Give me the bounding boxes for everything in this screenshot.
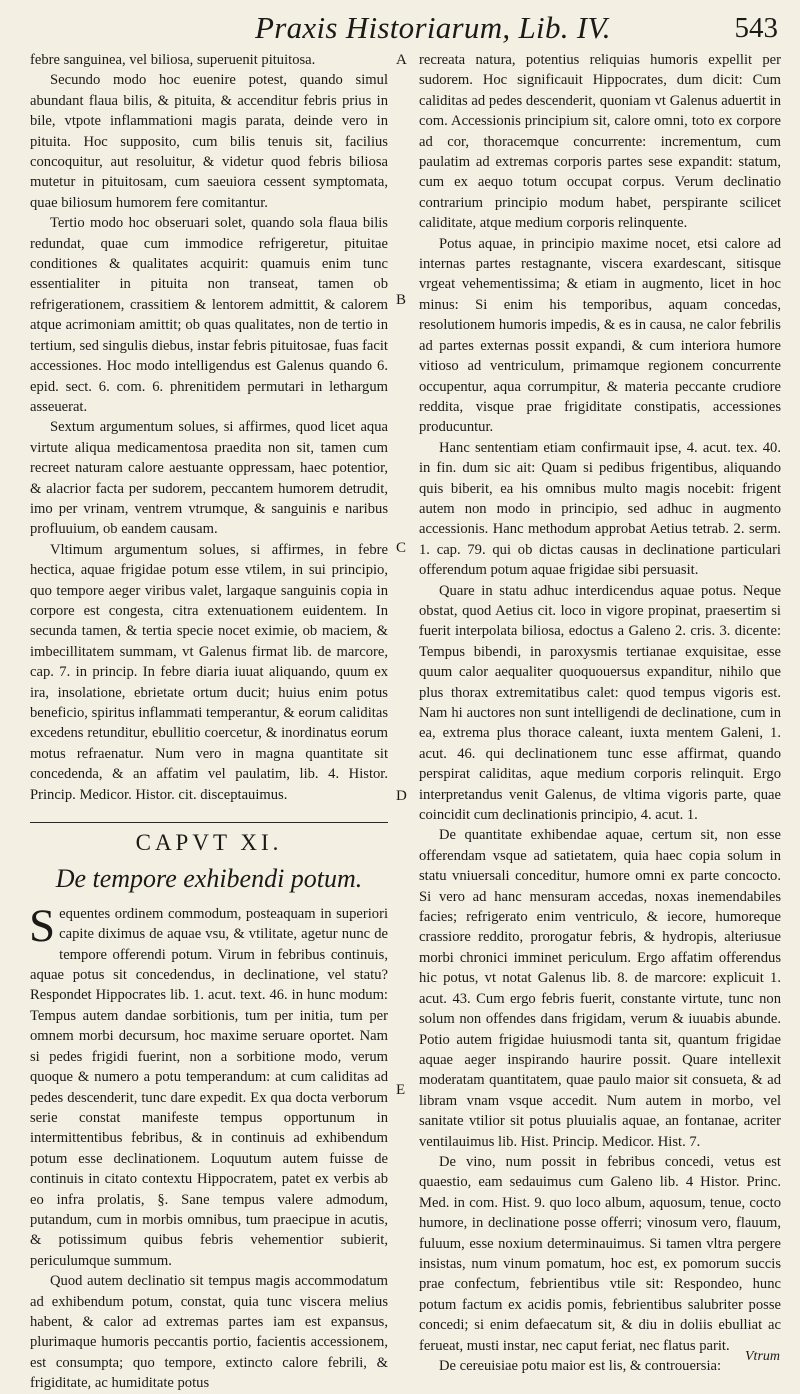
margin-letter-c: C xyxy=(396,540,407,556)
paragraph: Quod autem declinatio sit tempus magis accommodatum ad exhibendum potum, constat, quia tunc viscera melius habent, & calor ad extremas partes iam est expansus, plurimaque humoris peccantis portio, facientis accessionem, est consumpta; quo tempore, extincto calore febrili, & frigiditate, ac humiditate potus xyxy=(30,1273,388,1392)
paragraph: De cereuisiae potu maior est lis, & controuersia: xyxy=(439,1358,722,1374)
paragraph xyxy=(29,899,388,1271)
paragraph: De quantitate exhibendae aquae, certum sit, non esse offerendam vsque ad satietatem, quia haec copia solum in statu vniuersali conceditur, humore omni ex parte concocto. Si vero ad hanc mensuram accedas, noxas inemendabiles facies; refrigerato enim ventriculo, & iecore, humoreque crassiore reddito, prorogatur febris, & hydropis, alteriusue morbi chronici imminet periculum. Ergo affatim offerendus hic potus, vt notat Galenus lib. 8. de marcore: explicuit 1. acut. 43. Cum ergo febris fuerit, constante virtute, tunc non solum non offendes dans frigidam, verum & iuuabis abunde. Potio autem frigidae huiusmodi tanta sit, quantum frigidae aquae aeger inspirando haurire possit. Quare intellexit moderatam quantitatem, quae paulo maior sit consueta, & ad libram vnam vsque accedit. Num autem in morbo, vel sanitate vtilior sit potus pluuialis aquae, an fontanae, acriter ventilauimus lib. Hist. Princip. Medicor. Hist. 7. xyxy=(419,827,781,1150)
catchword: Vtrum xyxy=(745,1349,780,1364)
left-column xyxy=(30,50,388,1394)
paragraph: Tertio modo hoc obseruari solet, quando sola flaua bilis redundat, quae cum immodice refrigeretur, pituitae conditiones & qualitates acquirit: quamuis enim tunc essentialiter in pituita non transeat, tamen ob refrigerationem, crassitiem & lentorem admittit, & calorem atque acrimoniam amittit; ob quas qualitates, non de tertio in tertium, sed singulis diebus, instar febris pituitosae, fuas facit accessiones. Hoc modo intelligendus est Galenus quando 6. epid. sect. 6. com. 6. phrenitidem permutari in lethargum asseuerat. xyxy=(30,215,388,415)
right-column xyxy=(419,50,781,1376)
paragraph: Quare in statu adhuc interdicendus aquae potus. Neque obstat, quod Aetius cit. loco in vigore propinat, praesertim si fuerit interpolata biliosa, edoctus a Galeno 2. cris. 3. dicente: Tempus bibendi, in paroxysmis tertianae exquisitae, esse quum calor aequaliter quoquouersus expanditur, nihilo que plus thorax extremitatibus calet: quod tempus vigoris est. Nam hi auctores non sunt intelligendi de declinatione, cum in ea, extrema plus thorace caleant, iuxta mentem Galeni, 1. acut. 46. qui declinationem tunc esse affirmat, quando perspirat caliditas, aque medium corporis relinquit. Ergo interpretandus venit Galenus, de vltima vigoris parte, quae coincidit cum declinationis principio, 4. acut. 1. xyxy=(419,582,781,824)
chapter-title: CAPVT XI. xyxy=(135,830,283,856)
paragraph: Potus aquae, in principio maxime nocet, etsi calore ad internas partes restagnante, viscera exardescant, sitisque vrgeat vehementissima; & etiam in augmento, licet in hoc minus: Si enim his temporibus, aquam concedas, resolutionem humoris impedis, & es in causa, ne calor febrilis ad partes externas possit expandi, & cum interiora humore vitioso ad ventriculum, primamque regionem concurrente occupentur, aqua corrumpitur, & materia peccante crudiore reddita, visque prae frigiditate constipatis, accessiones producuntur. xyxy=(419,235,781,436)
margin-letter-d: D xyxy=(396,788,407,804)
paragraph: Sextum argumentum solues, si affirmes, quod licet aqua virtute aliqua medicamentosa praedita non sit, tamen cum recreet naturam calore aestuante oppressam, haec potentior, & alacrior facta per sudorem, peccantem humorem detrudit, imo per vrinam, ventrem vtrumque, & sanguinis e naribus profluuium, ob eandem causam. xyxy=(30,419,388,538)
margin-letter-a: A xyxy=(396,52,407,68)
paragraph: Vltimum argumentum solues, si affirmes, in febre hectica, aquae frigidae potum esse vtilem, in sui principio, quo tempore aeger viribus valet, largaque sanguinis copia in corpore est congesta, citra extenuationem euidentem. In secunda tamen, & tertia specie nocet eximie, ob maciem, & imbecillitatem summam, vt Galenus firmat lib. de marcore, cap. 7. in princip. In febre diaria iuuat aliquando, quum ex ira, insolatione, ebrietate ortum ducit; huius enim potus beneficio, spiritus inflammati temperantur, & eorum caliditas excedens retunditur, ebullitio coercetur, & inordinatus eorum motus refraenatur. Num vero in magna quantitate sit concedenda, & an affatim vel paulatim, lib. 4. Histor. Princip. Medicor. Histor. cit. disceptauimus. xyxy=(30,541,388,803)
margin-letter-e: E xyxy=(396,1082,406,1098)
paragraph-text: equentes ordinem commodum, posteaquam in superiori capite diximus de aquae vsu, & vtilitate, agetur nunc de tempore offerendi potum. Virum in febribus continuis, aquae potus sit concedendus, in declinatione, vel statu? Respondet Hippocrates lib. 1. acut. text. 46. in hunc modum: Tempus autem dandae sorbitionis, tum per initia, tum per omnem morbi decursum, hoc maxime seruare oportet. Nam si pedes frigidi fuerint, non a sorbitione modo, verum quoque & numero a potu temperandum: at cum caliditas ad pedes descenderit, tunc dare expedit. Ex qua docta verborum serie constat manifeste tempus opportunum in intermittentibus febribus, & in continuis ad exhibendum potum esse declinationem. Loquutum autem fuisse de continuis in citato contextu Hippocratem, patet ex verbis ab eo infra prolatis, §. Sane tempus valere admodum, putandum, cum in morbis omnibus, tum praecipue in acutis, & potissimum quibus febris vehementior subierit, periculumque summum. xyxy=(30,905,388,1269)
margin-letter-b: B xyxy=(396,292,407,308)
paragraph: febre sanguinea, vel biliosa, superuenit pituitosa. xyxy=(30,52,316,68)
paragraph: Hanc sententiam etiam confirmauit ipse, 4. acut. tex. 40. in fin. dum sic ait: Quam si pedibus frigentibus, aliquando quis biberit, ea his omnibus multo magis nocebit: frigent autem non modo in principio, sed adhuc in augmento accessionis. Hanc methodum approbat Aetius tetrab. 2. serm. 1. cap. 79. qui ob dictas causas in declinatione particulari offerendum potum aquae frigidae sibi persuasit. xyxy=(419,439,781,579)
dropcap: S xyxy=(29,899,56,952)
running-title: Praxis Historiarum, Lib. IV. xyxy=(255,10,611,45)
paragraph: De vino, num possit in febribus concedi, vetus est quaestio, eam sedauimus cum Galeno lib. 4 Histor. Princ. Med. in com. Hist. 9. quo loco album, aquosum, tenue, cocto humore, in declinatione posse offerri; vinosum vero, flauum, fuluum, esse noxium determinauimus. Si tamen vltra pergere insistas, num vinum pomatum, hoc est, ex pomorum succis prae confectum, febrientibus vtile sit: Respondeo, hunc potum factum ex acidis pomis, febrientibus salubriter posse concedi; si enim defaecatum sit, & diu in doliis ebulliat ac ferueat, musti instar, nec caput feriat, nec flatus parit. xyxy=(419,1153,781,1354)
chapter-subtitle: De tempore exhibendi potum. xyxy=(55,864,363,894)
section-divider xyxy=(30,822,388,823)
page-header xyxy=(0,10,800,46)
page-number: 543 xyxy=(734,12,778,44)
paragraph: Secundo modo hoc euenire potest, quando simul abundant flaua bilis, & pituita, & accenditur febris prius in bile, vtpote inflammationi magis parata, deinde vero in pituita. Hoc supposito, cum bilis tenuis sit, facilius concoquitur, aut resoluitur, & videtur quod febris biliosa mutetur in pituitosam, cum saeuiora cessent symptomata, quae biliosum humorem fere comitantur. xyxy=(30,72,388,211)
paragraph: recreata natura, potentius reliquias humoris expellit per sudorem. Hoc significauit Hippocrates, dum dicit: Cum caliditas ad pedes descenderit, quoniam vt Galenus aduertit in com. Accessionis principium sit, calore omni, toto ex corpore ad cor, thoracemque concurrente: incrementum, cum paulatim ad extremas corporis partes sese expandit: statum, cum ex aequo totum occupat corpus. Verum declinatio contrarium principio modum habet, perspirante scilicet caliditate, atque medium corporis relinquente. xyxy=(419,52,781,232)
